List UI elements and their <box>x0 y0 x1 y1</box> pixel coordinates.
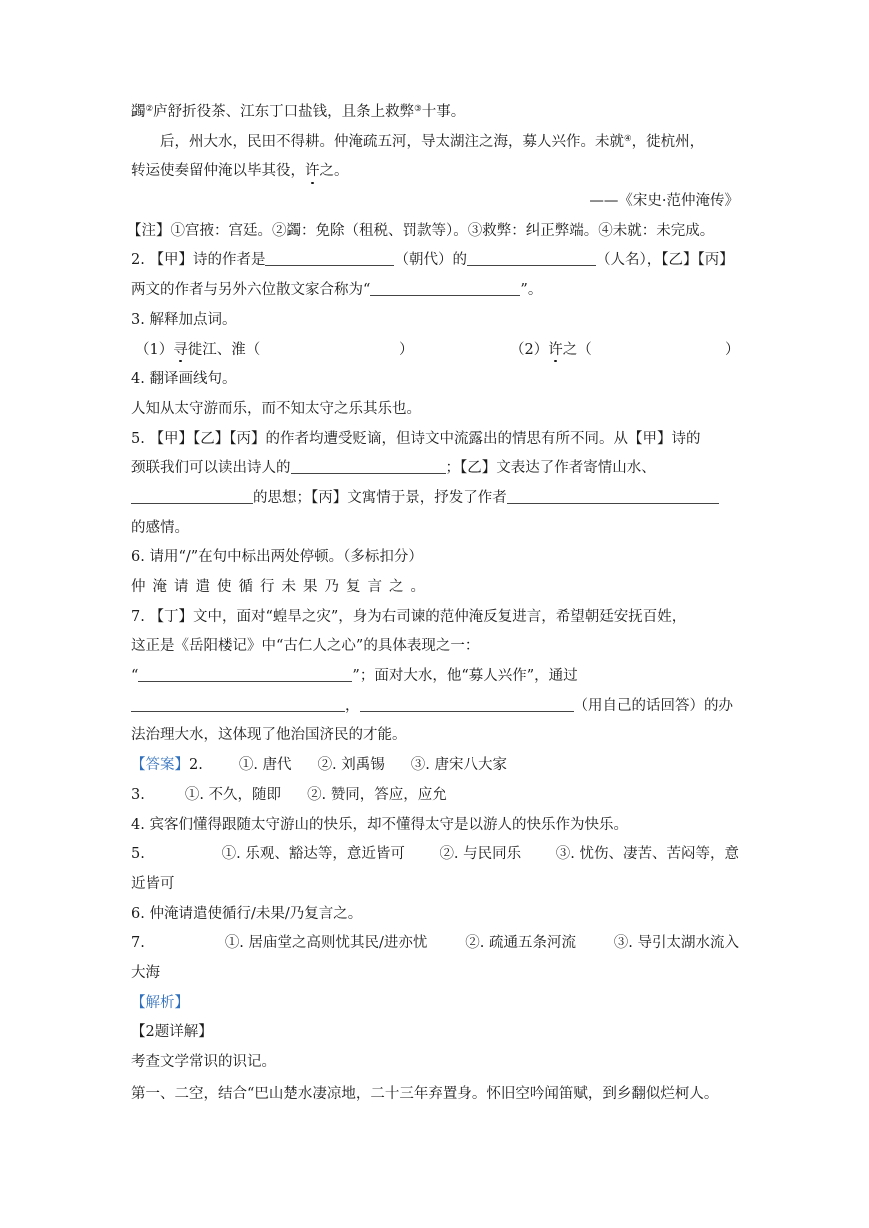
text: 徙江、淮（ <box>187 341 261 358</box>
answer-blank[interactable] <box>138 665 352 682</box>
question-2-cont <box>131 276 739 306</box>
text: （用自己的话回答）的办 <box>573 697 733 714</box>
text: “ <box>131 668 139 685</box>
sentence-char: 遣 <box>195 579 210 595</box>
text: 的思想；【丙】文寓情于景，抒发了作者 <box>253 489 507 506</box>
text: 5. <box>131 846 145 863</box>
answer-7 <box>131 929 739 959</box>
q3-item-2 <box>510 336 592 366</box>
text: ；【乙】文表达了作者寄情山水、 <box>445 460 656 477</box>
dotted-word: 许 <box>548 336 563 366</box>
question-3: 3. 解释加点词。 <box>131 311 237 328</box>
text: （2） <box>510 341 549 358</box>
text: 十事。 <box>421 104 466 120</box>
answer-blank[interactable] <box>265 249 394 266</box>
text: ③. 忧伤、凄苦、苦闷等，意 <box>555 846 739 863</box>
question-7-cont-2 <box>131 662 739 692</box>
sentence-char: 乃 <box>324 579 339 595</box>
passage-line-2 <box>131 128 739 158</box>
text: 蠲 <box>131 104 146 120</box>
text: ， <box>345 697 360 714</box>
answer-3 <box>131 781 739 811</box>
question-5-cont-3: 的感情。 <box>131 519 189 536</box>
answer-7-cont: 大海 <box>131 964 160 981</box>
dotted-word: 寻 <box>173 336 188 366</box>
text: ③. 导引太湖水流入 <box>613 935 739 952</box>
sentence-char: 未 <box>281 579 296 595</box>
question-4: 4. 翻译画线句。 <box>131 371 237 388</box>
passage-line-3 <box>131 157 739 187</box>
sentence-char: 仲 <box>131 579 146 595</box>
sentence-char: 言 <box>367 579 382 595</box>
analysis-subheading: 【2题详解】 <box>131 1024 213 1041</box>
text: ①. 唐代 <box>238 757 292 774</box>
sentence-char: 淹 <box>152 579 167 595</box>
text: ①. 乐观、豁达等，意近皆可 <box>221 846 405 863</box>
document-page <box>127 98 740 1109</box>
text: 之（ <box>562 341 592 358</box>
text: 7. <box>131 935 145 952</box>
passage-line-1 <box>131 98 739 128</box>
text: 颈联我们可以读出诗人的 <box>131 460 291 477</box>
sentence-char: 之 <box>389 579 404 595</box>
text: ”。 <box>520 282 543 299</box>
text: 转运使奏留仲淹以毕其役， <box>131 163 305 180</box>
answer-blank[interactable] <box>131 487 253 504</box>
analysis-line: 第一、二空，结合“巴山楚水凄凉地，二十三年弃置身。怀旧空吟闻笛赋，到乡翻似烂柯人。 <box>131 1085 719 1102</box>
answer-blank[interactable] <box>360 695 574 712</box>
footnote-mark: ④ <box>624 133 632 144</box>
text: ②. 疏通五条河流 <box>465 935 576 952</box>
sentence-char: 。 <box>410 579 425 595</box>
text: ） <box>399 341 414 358</box>
answer-blank[interactable] <box>370 279 520 296</box>
text: 之。 <box>319 163 349 180</box>
text: ） <box>725 341 740 358</box>
question-6: 6. 请用“/”在句中标出两处停顿。（多标扣分） <box>131 549 423 566</box>
text: 2. 【甲】诗的作者是 <box>131 252 266 269</box>
analysis-label: 【解析】 <box>131 994 189 1011</box>
answer-blank[interactable] <box>467 249 596 266</box>
answer-4: 4. 宾客们懂得跟随太守游山的快乐，却不懂得太守是以游人的快乐作为快乐。 <box>131 816 628 833</box>
sentence-char: 循 <box>238 579 253 595</box>
sentence-char: 行 <box>260 579 275 595</box>
footnote-mark: ② <box>145 104 154 114</box>
text: 两文的作者与另外六位散文家合称为“ <box>131 282 371 299</box>
answer-5-cont: 近皆可 <box>131 875 175 892</box>
answer-5 <box>131 840 739 870</box>
dotted-word: 许 <box>305 157 320 187</box>
text: （人名），【乙】【丙】 <box>595 252 734 269</box>
answer-blank[interactable] <box>507 487 719 504</box>
answer-6: 6. 仲淹请遣使循行/未果/乃复言之。 <box>131 905 363 922</box>
sentence-char: 请 <box>174 579 189 595</box>
text: ①. 居庙堂之高则忧其民/进亦忧 <box>224 935 428 952</box>
text: 3. <box>131 786 145 803</box>
footnote-mark: ③ <box>414 104 422 114</box>
text: 2. <box>189 757 203 774</box>
answer-blank[interactable] <box>131 695 345 712</box>
sentence-char: 果 <box>303 579 318 595</box>
text: ②. 与民同乐 <box>439 846 522 863</box>
question-4-sentence: 人知从太守游而乐，而不知太守之乐其乐也。 <box>131 400 421 417</box>
question-7-cont-4: 法治理大水，这体现了他治国济民的才能。 <box>131 727 407 744</box>
question-6-sentence <box>131 573 739 603</box>
passage-source: ——《宋史·范仲淹传》 <box>589 193 739 210</box>
text: ③. 唐宋八大家 <box>410 757 507 774</box>
answer-label: 【答案】 <box>131 757 189 774</box>
analysis-intro: 考查文学常识的识记。 <box>131 1054 276 1070</box>
sentence-char: 复 <box>346 579 361 595</box>
text: ②. 刘禹锡 <box>317 757 385 774</box>
text: ，徙杭州， <box>631 133 705 150</box>
question-3-items <box>131 336 739 366</box>
text: 后，州大水，民田不得耕。仲淹疏五河，导太湖注之海，募人兴作。未就 <box>160 133 624 150</box>
sentence-char: 使 <box>217 579 232 595</box>
question-2 <box>131 246 739 276</box>
question-5: 5. 【甲】【乙】【丙】的作者均遭受贬谪，但诗文中流露出的情思有所不同。从【甲】诗的 <box>131 430 701 447</box>
question-5-cont-1 <box>131 454 739 484</box>
notes: 【注】①宫掖：宫廷。②蠲：免除（租税、罚款等）。③救弊：纠正弊端。④未就：未完成。 <box>127 222 715 239</box>
q3-item-1 <box>135 336 260 366</box>
question-5-cont-2 <box>131 484 739 514</box>
question-7-cont-1: 这正是《岳阳楼记》中“古仁人之心”的具体表现之一： <box>131 638 480 655</box>
text: ①. 不久，随即 <box>184 786 282 803</box>
answer-2 <box>131 751 739 781</box>
text: 庐舒折役茶、江东丁口盐钱，且条上救弊 <box>153 104 415 120</box>
text: ”；面对大水，他“募人兴作”，通过 <box>352 668 578 685</box>
question-7-cont-3 <box>131 692 739 722</box>
text: （1） <box>135 341 174 358</box>
text: ②. 赞同，答应，应允 <box>307 786 447 803</box>
answer-blank[interactable] <box>291 457 446 474</box>
text: （朝代）的 <box>394 252 467 269</box>
question-7: 7. 【丁】文中，面对“蝗旱之灾”，身为右司谏的范仲淹反复进言，希望朝廷安抚百姓， <box>131 608 687 625</box>
